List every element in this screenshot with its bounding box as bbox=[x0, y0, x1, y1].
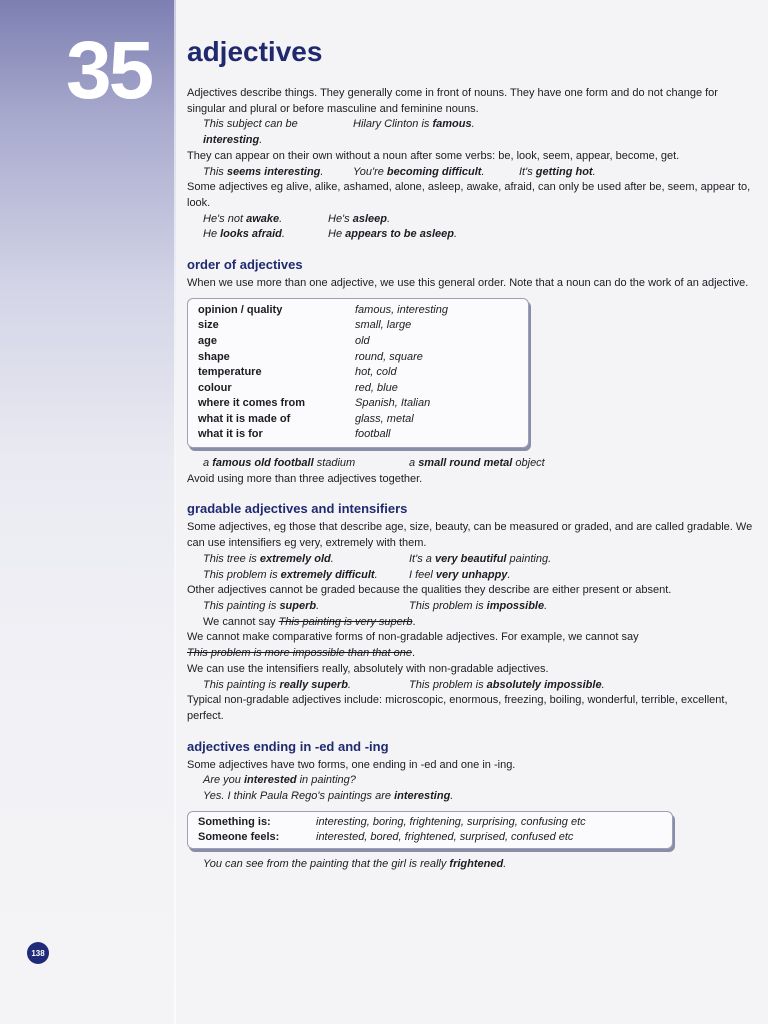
gradable-examples-4 bbox=[187, 678, 755, 694]
example: This problem is extremely difficult. bbox=[203, 568, 378, 581]
intro-paragraph-1: Adjectives describe things. They generally come in front of nouns. They have one form and do not change for singular and plural or before masculine and feminine nouns. bbox=[187, 87, 718, 115]
example: Hilary Clinton is famous. bbox=[353, 118, 475, 131]
forms-table bbox=[187, 811, 673, 849]
example: This painting is superb. bbox=[203, 600, 320, 612]
section-heading-ending: adjectives ending in -ed and -ing bbox=[187, 738, 389, 754]
example: This painting is really superb. bbox=[203, 678, 351, 691]
intro-examples-2 bbox=[187, 165, 755, 181]
example: He looks afraid. bbox=[203, 228, 285, 241]
unit-number: 35 bbox=[66, 25, 152, 116]
example: He appears to be asleep. bbox=[328, 228, 458, 241]
order-table bbox=[187, 298, 529, 448]
example: It's getting hot. bbox=[519, 165, 596, 178]
intro-paragraph-2: They can appear on their own without a noun after some verbs: be, look, seem, appear, become, get. bbox=[187, 149, 680, 162]
section-heading-order: order of adjectives bbox=[187, 257, 303, 273]
ending-paragraph-1: Some adjectives have two forms, one ending in -ed and one in -ing. bbox=[187, 758, 516, 771]
table-row: Someone feels: interested, bored, frightened, surprised, confused etc bbox=[198, 830, 574, 843]
page-number-badge: 138 bbox=[27, 942, 49, 964]
example: He's asleep. bbox=[328, 212, 391, 225]
gradable-paragraph-2: Other adjectives cannot be graded because the qualities they describe are either present or absent. bbox=[187, 584, 672, 597]
struck-example: This painting is very superb bbox=[278, 615, 413, 628]
page-content bbox=[187, 36, 755, 872]
gradable-struck-line: This problem is more impossible than that one. bbox=[187, 647, 416, 660]
table-row: colour red, blue bbox=[198, 381, 398, 394]
table-row: what it is made of glass, metal bbox=[198, 412, 414, 425]
table-row: opinion / quality famous, interesting bbox=[198, 303, 448, 316]
example: a small round metal object bbox=[409, 457, 545, 470]
gradable-examples-3 bbox=[187, 599, 755, 615]
table-row: Something is: interesting, boring, frightening, surprising, confusing etc bbox=[198, 815, 586, 828]
order-paragraph-1: When we use more than one adjective, we use this general order. Note that a noun can do the work of an adjective. bbox=[187, 277, 749, 290]
example: It's a very beautiful painting. bbox=[409, 552, 552, 565]
gradable-paragraph-5: Typical non-gradable adjectives include: microscopic, enormous, freezing, boiling, wonderful, terrible, excellent, perfect. bbox=[187, 694, 728, 722]
struck-example: This problem is more impossible than that one bbox=[187, 647, 412, 660]
example: I feel very unhappy. bbox=[409, 568, 511, 581]
gradable-paragraph-3: We cannot make comparative forms of non-gradable adjectives. For example, we cannot say bbox=[187, 631, 639, 644]
example: He's not awake. bbox=[203, 212, 283, 225]
table-row: temperature hot, cold bbox=[198, 366, 397, 379]
ending-example-3: You can see from the painting that the girl is really frightened. bbox=[203, 857, 507, 870]
example: a famous old football stadium bbox=[203, 457, 356, 470]
table-row: what it is for football bbox=[198, 428, 391, 441]
example: This tree is extremely old. bbox=[203, 552, 334, 565]
section-heading-gradable: gradable adjectives and intensifiers bbox=[187, 501, 408, 517]
example: This subject can be interesting. bbox=[203, 118, 298, 147]
page-title: adjectives bbox=[187, 36, 323, 67]
intro-examples-4 bbox=[187, 227, 755, 243]
intro-examples-1 bbox=[187, 117, 755, 148]
gradable-paragraph-4: We can use the intensifiers really, absolutely with non-gradable adjectives. bbox=[187, 662, 549, 675]
example: This seems interesting. bbox=[203, 165, 324, 178]
example: This problem is impossible. bbox=[409, 600, 548, 612]
intro-paragraph-3: Some adjectives eg alive, alike, ashamed, alone, asleep, awake, afraid, can only be used after be, seem, appear to, look. bbox=[187, 181, 751, 209]
table-row: age old bbox=[198, 334, 370, 347]
order-paragraph-2: Avoid using more than three adjectives together. bbox=[187, 472, 423, 485]
side-band bbox=[0, 0, 176, 1024]
gradable-examples-2 bbox=[187, 568, 755, 584]
intro-examples-3 bbox=[187, 212, 755, 228]
table-row: size small, large bbox=[198, 319, 412, 332]
ending-example-2: Yes. I think Paula Rego's paintings are interesting. bbox=[203, 790, 454, 803]
order-examples bbox=[187, 456, 755, 472]
table-row: where it comes from Spanish, Italian bbox=[198, 397, 431, 410]
ending-example-1: Are you interested in painting? bbox=[203, 774, 356, 787]
gradable-examples-1 bbox=[187, 552, 755, 568]
example: You're becoming difficult. bbox=[353, 165, 485, 178]
gradable-paragraph-1: Some adjectives, eg those that describe age, size, beauty, can be measured or graded, and are called gradable. We can use intensifiers eg very, extremely with them. bbox=[187, 521, 753, 550]
table-row: shape round, square bbox=[198, 350, 423, 363]
gradable-cannot-say: We cannot say This painting is very superb. bbox=[203, 615, 416, 628]
example: This problem is absolutely impossible. bbox=[409, 678, 605, 691]
